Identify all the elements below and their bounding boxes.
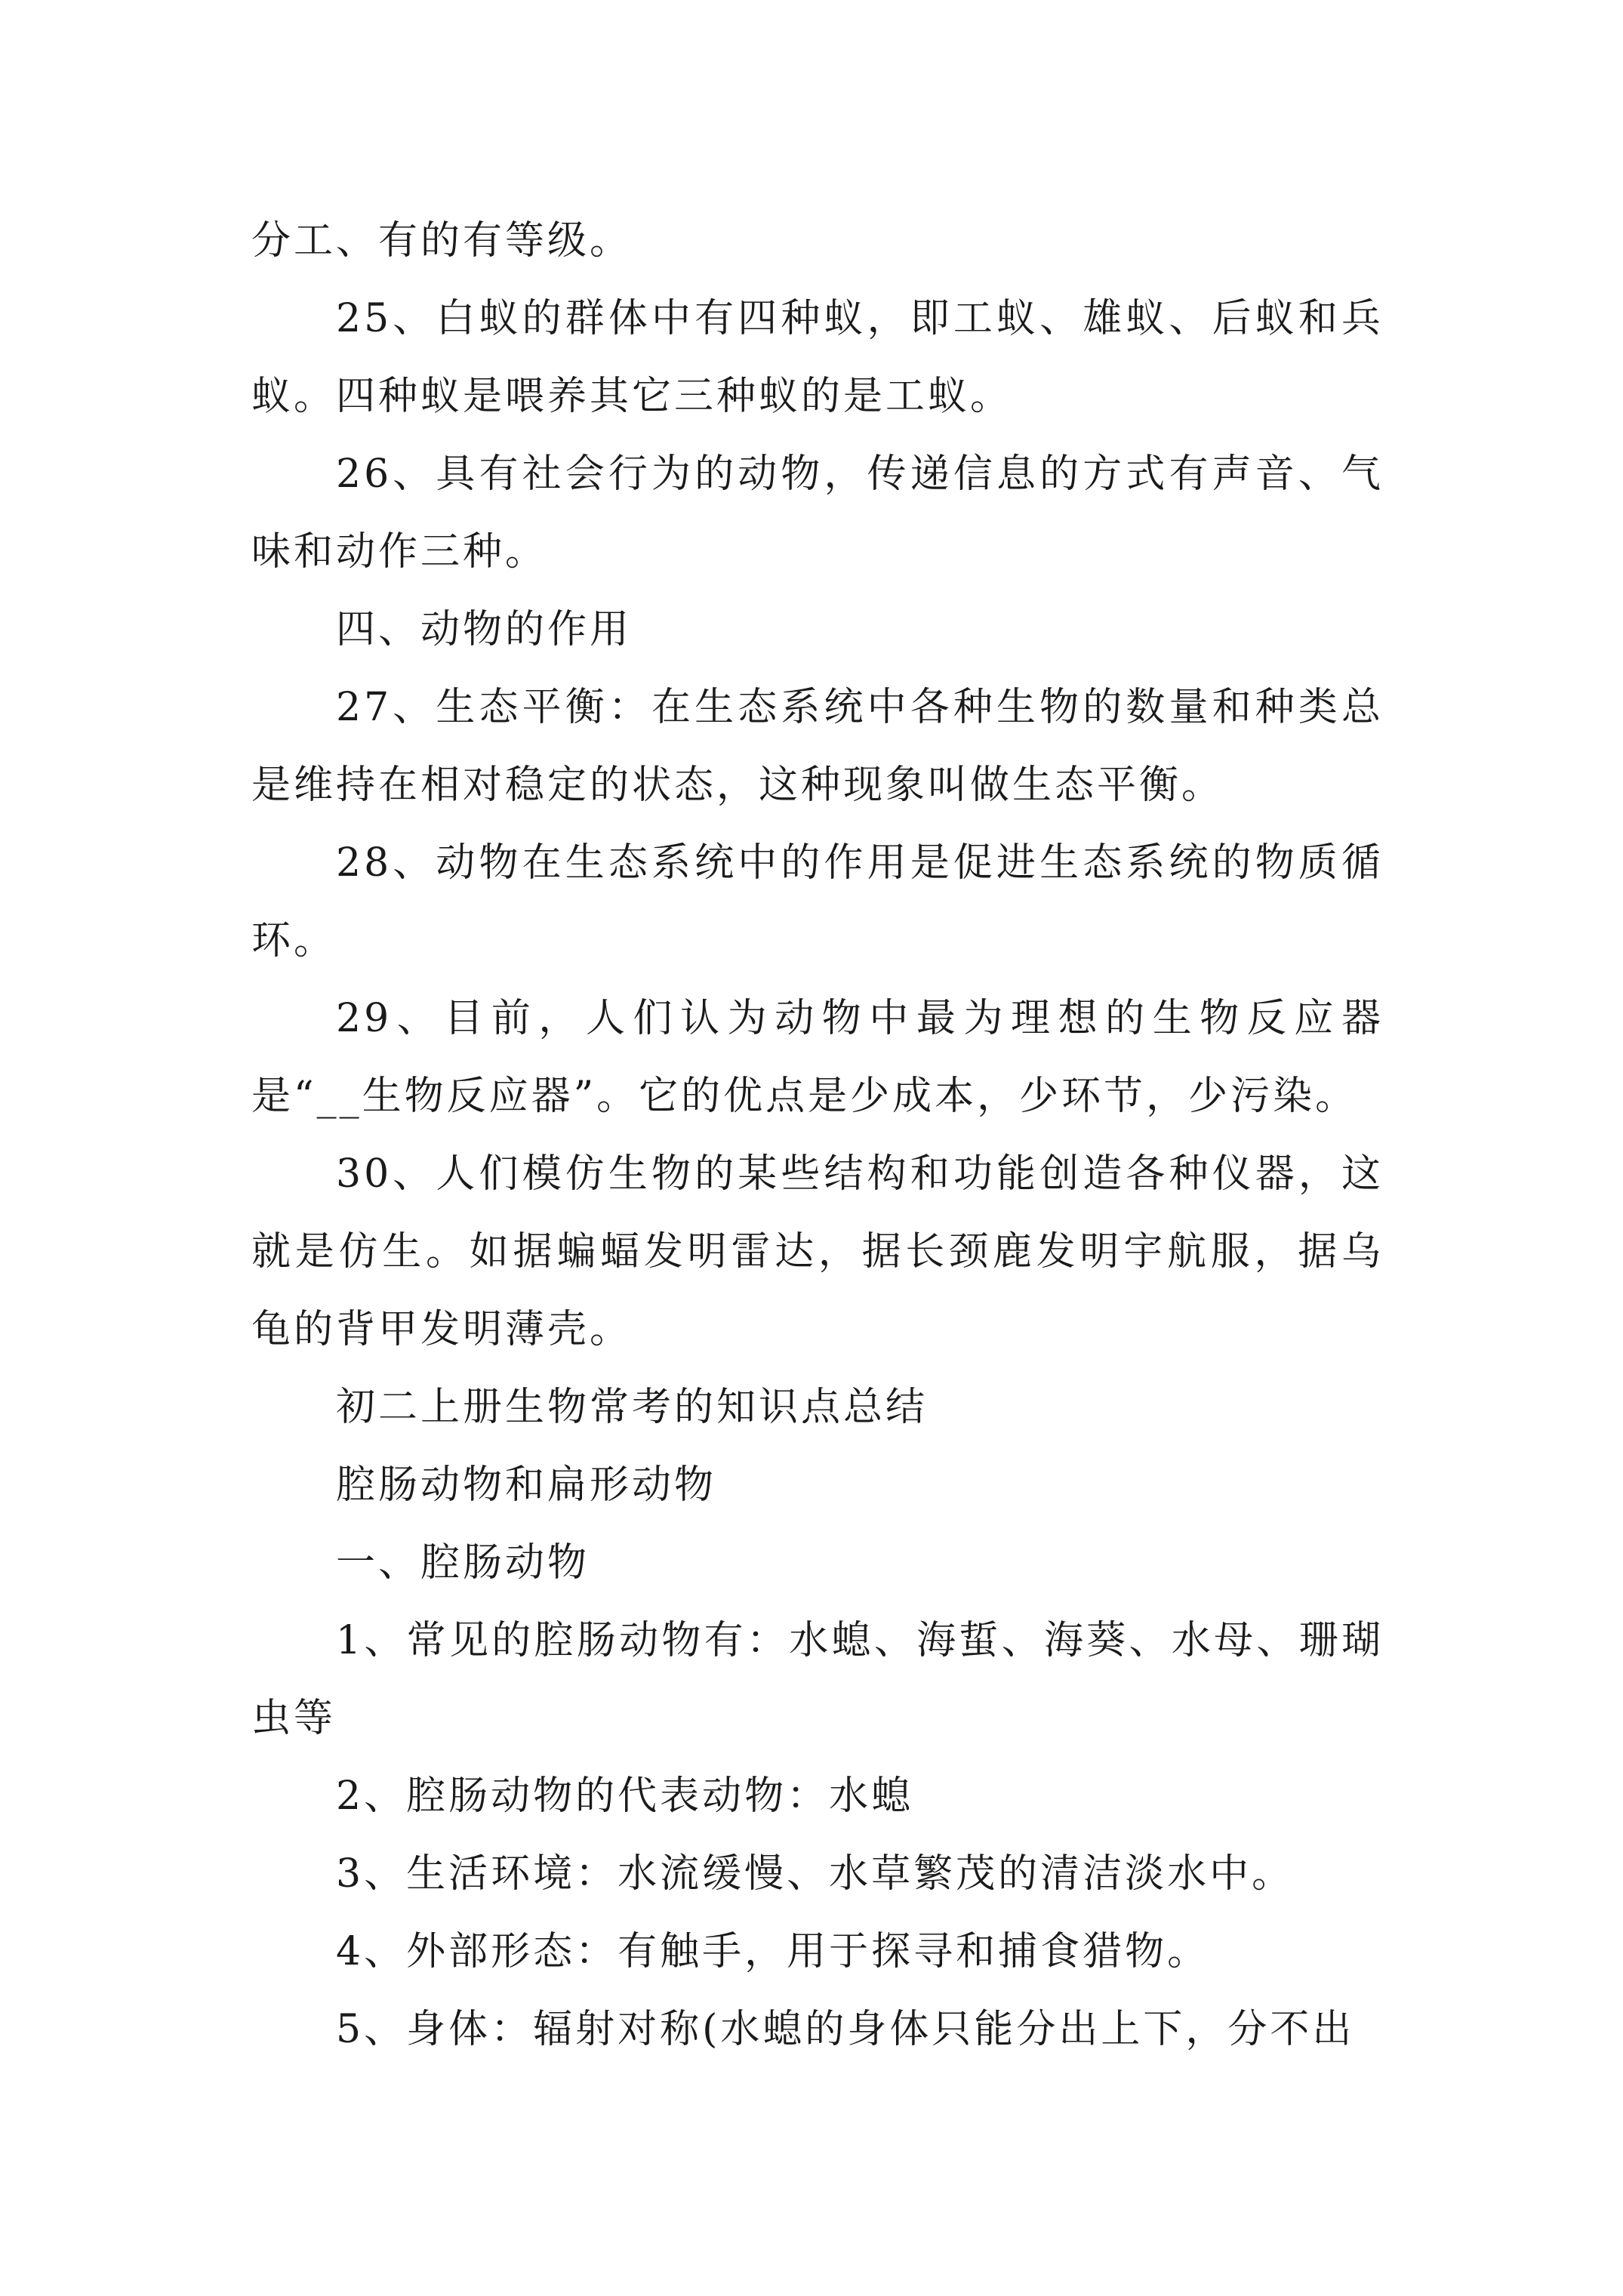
paragraph: 29、目前，人们认为动物中最为理想的生物反应器是“__生物反应器”。它的优点是少成本，少环节，少污染。 <box>251 996 1384 1119</box>
section-heading: 四、动物的作用 <box>336 607 633 652</box>
section-heading: 腔肠动物和扁形动物 <box>336 1462 717 1508</box>
paragraph: 26、具有社会行为的动物，传递信息的方式有声音、气味和动作三种。 <box>251 451 1384 575</box>
paragraph: 2、腔肠动物的代表动物：水螅 <box>336 1774 914 1819</box>
paragraph: 4、外部形态：有触手，用于探寻和捕食猎物。 <box>336 1929 1210 1974</box>
paragraph: 30、人们模仿生物的某些结构和功能创造各种仪器，这就是仿生。如据蝙蝠发明雷达，据长颈鹿发明宇航服，据乌龟的背甲发明薄壳。 <box>251 1151 1384 1352</box>
paragraph: 3、生活环境：水流缓慢、水草繁茂的清洁淡水中。 <box>336 1851 1295 1897</box>
paragraph: 分工、有的有等级。 <box>251 218 633 264</box>
section-title: 初二上册生物常考的知识点总结 <box>336 1385 929 1430</box>
paragraph: 28、动物在生态系统中的作用是促进生态系统的物质循环。 <box>251 840 1384 963</box>
paragraph: 5、身体：辐射对称(水螅的身体只能分出上下，分不出 <box>336 2007 1355 2052</box>
section-heading: 一、腔肠动物 <box>336 1540 590 1586</box>
document-body <box>251 202 1384 2069</box>
paragraph: 27、生态平衡：在生态系统中各种生物的数量和种类总是维持在相对稳定的状态，这种现象叫做生态平衡。 <box>251 685 1384 808</box>
paragraph: 25、白蚁的群体中有四种蚁，即工蚁、雄蚁、后蚁和兵蚁。四种蚁是喂养其它三种蚁的是工蚁。 <box>251 296 1384 419</box>
paragraph: 1、常见的腔肠动物有：水螅、海蜇、海葵、水母、珊瑚虫等 <box>251 1618 1384 1741</box>
